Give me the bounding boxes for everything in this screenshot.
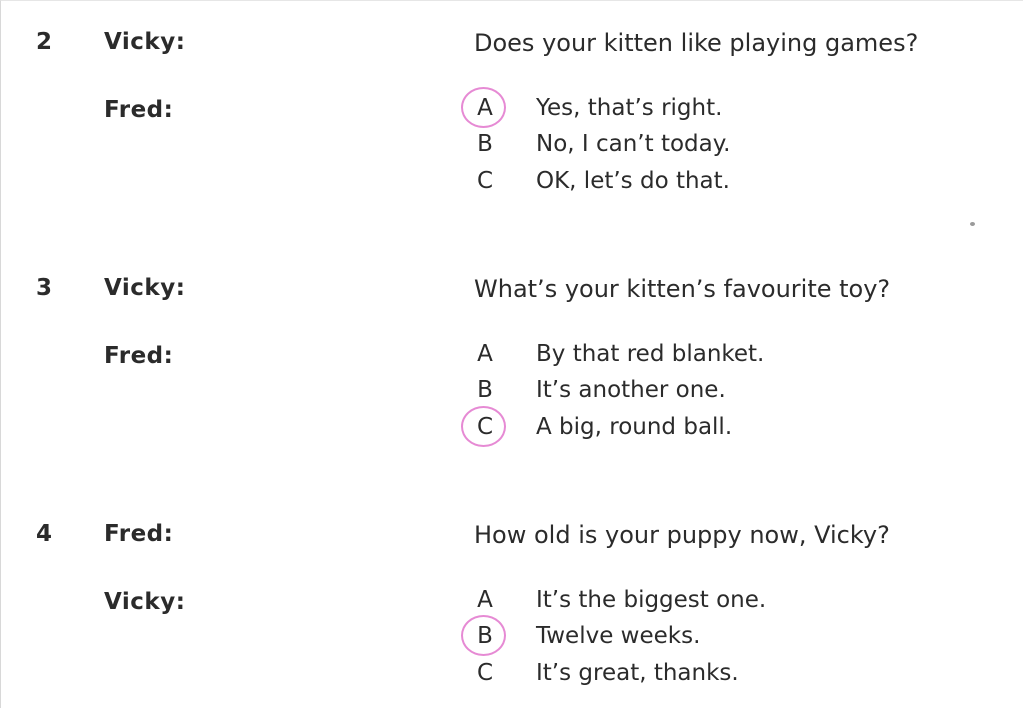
- option-letter: A: [477, 95, 493, 121]
- responder-name: Vicky:: [104, 589, 186, 615]
- asker-name: Fred:: [104, 521, 174, 547]
- option-text: It’s the biggest one.: [536, 587, 767, 613]
- asker-name: Vicky:: [104, 29, 186, 55]
- question-item-4: [0, 492, 1024, 722]
- option-text: Yes, that’s right.: [536, 95, 723, 121]
- item-number: 3: [36, 275, 53, 301]
- option-letter: A: [477, 341, 493, 367]
- option-b[interactable]: [474, 131, 994, 167]
- option-b[interactable]: [474, 623, 994, 659]
- option-text: It’s great, thanks.: [536, 660, 739, 686]
- option-text: No, I can’t today.: [536, 131, 731, 157]
- asker-name: Vicky:: [104, 275, 186, 301]
- option-text: A big, round ball.: [536, 414, 733, 440]
- option-a[interactable]: [474, 95, 994, 131]
- option-text: OK, let’s do that.: [536, 168, 730, 194]
- option-c[interactable]: [474, 660, 994, 696]
- scan-speck: [970, 222, 975, 226]
- option-letter: B: [477, 623, 493, 649]
- question-item-2: [0, 0, 1024, 230]
- option-a[interactable]: [474, 587, 994, 623]
- question-item-3: [0, 246, 1024, 476]
- question-text: What’s your kitten’s favourite toy?: [474, 275, 891, 303]
- option-text: It’s another one.: [536, 377, 726, 403]
- item-number: 4: [36, 521, 53, 547]
- option-letter: C: [476, 168, 494, 194]
- option-text: By that red blanket.: [536, 341, 765, 367]
- option-letter: B: [477, 377, 493, 403]
- responder-name: Fred:: [104, 343, 174, 369]
- option-letter: C: [476, 414, 494, 440]
- option-a[interactable]: [474, 341, 994, 377]
- question-text: How old is your puppy now, Vicky?: [474, 521, 890, 549]
- option-letter: A: [477, 587, 493, 613]
- option-c[interactable]: [474, 168, 994, 204]
- question-text: Does your kitten like playing games?: [474, 29, 919, 57]
- option-text: Twelve weeks.: [536, 623, 701, 649]
- option-letter: B: [477, 131, 493, 157]
- option-b[interactable]: [474, 377, 994, 413]
- option-c[interactable]: [474, 414, 994, 450]
- item-number: 2: [36, 29, 53, 55]
- responder-name: Fred:: [104, 97, 174, 123]
- option-letter: C: [476, 660, 494, 686]
